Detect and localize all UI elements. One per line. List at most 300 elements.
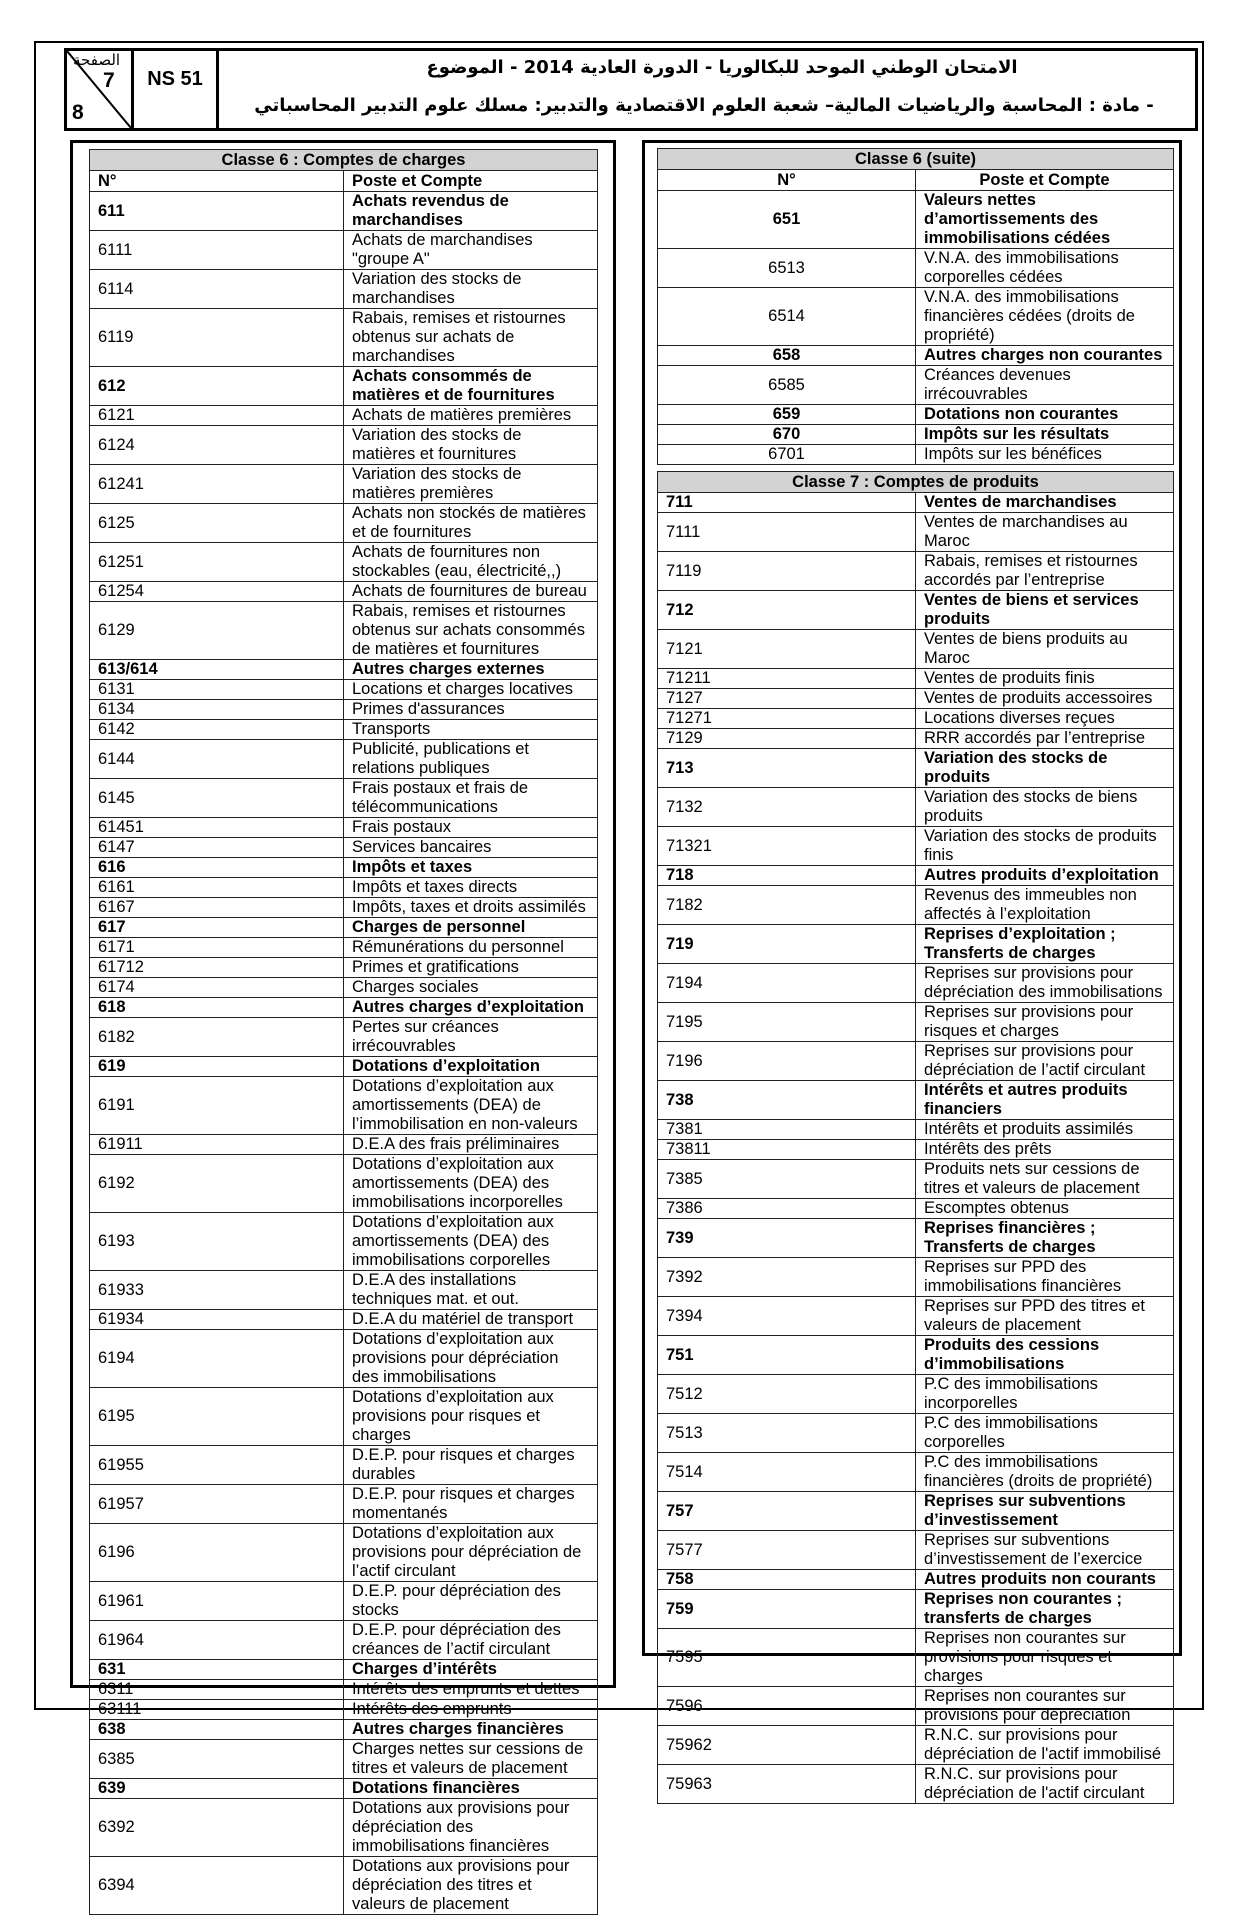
account-number: 658 [658,346,916,366]
table-row [90,898,598,918]
table-row [658,405,1174,425]
account-label: Charges de personnel [344,918,598,938]
table-row [658,964,1174,1003]
table-row [658,1297,1174,1336]
account-number: 7512 [658,1375,916,1414]
account-number: 719 [658,925,916,964]
table-row [658,1570,1174,1590]
account-label: Achats consommés de matières et de fournitures [344,367,598,406]
account-number: 7119 [658,552,916,591]
account-label: RRR accordés par l’entreprise [916,729,1174,749]
table-row [658,346,1174,366]
table-row [90,878,598,898]
account-number: 6121 [90,406,344,426]
table-row [90,720,598,740]
account-number: 61241 [90,465,344,504]
table-row [658,866,1174,886]
table-row [658,1140,1174,1160]
account-label: Dotations aux provisions pour dépréciation des immobilisations financières [344,1799,598,1857]
table-row [90,918,598,938]
account-label: Reprises non courantes ; transferts de charges [916,1590,1174,1629]
page-label: الصفحة [73,51,121,69]
account-number: 611 [90,192,344,231]
account-number: 75962 [658,1726,916,1765]
account-label: Dotations d’exploitation aux amortissements (DEA) de l’immobilisation en non-valeurs [344,1077,598,1135]
account-number: 6144 [90,740,344,779]
account-label: D.E.A du matériel de transport [344,1310,598,1330]
table-row [658,249,1174,288]
table-row [658,1531,1174,1570]
table-row [90,660,598,680]
account-label: Variation des stocks de matières premières [344,465,598,504]
table-row [90,779,598,818]
table-row [90,1446,598,1485]
table-row [90,1857,598,1915]
account-number: 6514 [658,288,916,346]
table-row [90,367,598,406]
account-number: 61254 [90,582,344,602]
table-row [658,1687,1174,1726]
account-number: 7196 [658,1042,916,1081]
account-number: 6145 [90,779,344,818]
account-label: Intérêts des prêts [916,1140,1174,1160]
account-label: Dotations d’exploitation aux provisions pour dépréciation de l’actif circulant [344,1524,598,1582]
account-label: Achats de matières premières [344,406,598,426]
account-number: 7195 [658,1003,916,1042]
table-row [90,818,598,838]
account-label: Achats de fournitures non stockables (eau, électricité,,) [344,543,598,582]
account-label: Primes et gratifications [344,958,598,978]
table-row [658,709,1174,729]
table-row [90,543,598,582]
account-label: Rabais, remises et ristournes accordés par l’entreprise [916,552,1174,591]
account-number: 6161 [90,878,344,898]
account-number: 71271 [658,709,916,729]
account-number: 6147 [90,838,344,858]
table-row [658,191,1174,249]
account-number: 670 [658,425,916,445]
table-row [658,1453,1174,1492]
account-number: 61933 [90,1271,344,1310]
account-number: 613/614 [90,660,344,680]
table-row [90,192,598,231]
account-label: Autres produits non courants [916,1570,1174,1590]
account-label: Impôts sur les résultats [916,425,1174,445]
account-label: Valeurs nettes d’amortissements des immobilisations cédées [916,191,1174,249]
table-row [658,630,1174,669]
account-number: 739 [658,1219,916,1258]
account-label: Achats de marchandises "groupe A" [344,231,598,270]
account-label: Autres charges financières [344,1720,598,1740]
table-row [90,998,598,1018]
account-number: 6182 [90,1018,344,1057]
account-label: Dotations financières [344,1779,598,1799]
table-row [658,788,1174,827]
table-row [658,1726,1174,1765]
account-number: 7121 [658,630,916,669]
account-number: 6124 [90,426,344,465]
account-number: 618 [90,998,344,1018]
account-label: D.E.A des installations techniques mat. et out. [344,1271,598,1310]
table-row [658,366,1174,405]
table-row [658,1003,1174,1042]
account-number: 6193 [90,1213,344,1271]
table-row [90,1660,598,1680]
account-number: 6114 [90,270,344,309]
account-number: 63111 [90,1700,344,1720]
account-number: 6385 [90,1740,344,1779]
account-label: D.E.A des frais préliminaires [344,1135,598,1155]
account-label: D.E.P. pour dépréciation des stocks [344,1582,598,1621]
table-row [90,838,598,858]
account-number: 6513 [658,249,916,288]
account-label: Impôts sur les bénéfices [916,445,1174,465]
table-row [658,1629,1174,1687]
account-label: Services bancaires [344,838,598,858]
account-label: Dotations d’exploitation aux provisions pour dépréciation des immobilisations [344,1330,598,1388]
account-number: 61964 [90,1621,344,1660]
account-number: 61712 [90,958,344,978]
table-row [658,1160,1174,1199]
account-label: Variation des stocks de marchandises [344,270,598,309]
account-label: R.N.C. sur provisions pour dépréciation de l'actif immobilisé [916,1726,1174,1765]
account-label: Achats revendus de marchandises [344,192,598,231]
account-number: 7596 [658,1687,916,1726]
table-row [90,1621,598,1660]
table-row [90,1740,598,1779]
account-label: R.N.C. sur provisions pour dépréciation de l'actif circulant [916,1765,1174,1804]
account-number: 6701 [658,445,916,465]
account-label: Rémunérations du personnel [344,938,598,958]
account-label: Reprises sur PPD des immobilisations financières [916,1258,1174,1297]
account-label: Dotations aux provisions pour dépréciation des titres et valeurs de placement [344,1857,598,1915]
account-number: 7595 [658,1629,916,1687]
account-number: 6119 [90,309,344,367]
exam-code: NS 51 [134,51,219,128]
account-label: Reprises d’exploitation ; Transferts de charges [916,925,1174,964]
account-label: Autres charges non courantes [916,346,1174,366]
account-number: 639 [90,1779,344,1799]
account-label: Variation des stocks de biens produits [916,788,1174,827]
account-number: 619 [90,1057,344,1077]
account-number: 61955 [90,1446,344,1485]
column-header-number: N° [90,171,344,192]
table-row [90,978,598,998]
account-label: Revenus des immeubles non affectés à l’exploitation [916,886,1174,925]
table-row [90,465,598,504]
account-number: 7385 [658,1160,916,1199]
account-label: Ventes de marchandises au Maroc [916,513,1174,552]
account-label: Reprises non courantes sur provisions pour risques et charges [916,1629,1174,1687]
account-label: Frais postaux [344,818,598,838]
account-label: P.C des immobilisations corporelles [916,1414,1174,1453]
account-label: Dotations d’exploitation aux provisions pour risques et charges [344,1388,598,1446]
account-number: 718 [658,866,916,886]
account-number: 71211 [658,669,916,689]
account-label: Reprises financières ; Transferts de charges [916,1219,1174,1258]
account-label: Intérêts des emprunts et dettes [344,1680,598,1700]
table-row [658,493,1174,513]
account-label: Locations diverses reçues [916,709,1174,729]
account-label: Achats de fournitures de bureau [344,582,598,602]
account-label: D.E.P. pour risques et charges momentanés [344,1485,598,1524]
table-row [658,1414,1174,1453]
account-label: Dotations non courantes [916,405,1174,425]
account-number: 7392 [658,1258,916,1297]
table-row [658,749,1174,788]
table-row [658,1492,1174,1531]
account-number: 612 [90,367,344,406]
account-label: Charges nettes sur cessions de titres et valeurs de placement [344,1740,598,1779]
account-label: Rabais, remises et ristournes obtenus sur achats de marchandises [344,309,598,367]
account-number: 651 [658,191,916,249]
account-label: Ventes de produits accessoires [916,689,1174,709]
account-label: Reprises sur PPD des titres et valeurs de placement [916,1297,1174,1336]
table-row [90,1018,598,1057]
table-title: Classe 6 : Comptes de charges [90,150,598,171]
account-number: 61961 [90,1582,344,1621]
account-label: Charges d’intérêts [344,1660,598,1680]
account-number: 61957 [90,1485,344,1524]
exam-subject: - مادة : المحاسبة والرياضيات المالية– شعبة العلوم الاقتصادية والتدبير: مسلك علوم التدبير المحاسباتي [254,95,1154,116]
account-label: V.N.A. des immobilisations corporelles cédées [916,249,1174,288]
table-title: Classe 6 (suite) [658,149,1174,170]
table-row [90,1135,598,1155]
table-row [658,925,1174,964]
table-row [90,270,598,309]
class6-suite-class7-table [657,148,1174,1804]
account-label: Reprises sur provisions pour dépréciation des immobilisations [916,964,1174,1003]
table-row [90,1799,598,1857]
table-row [658,1258,1174,1297]
account-number: 7111 [658,513,916,552]
account-label: V.N.A. des immobilisations financières cédées (droits de propriété) [916,288,1174,346]
table-row [658,513,1174,552]
table-row [90,958,598,978]
account-label: Autres produits d’exploitation [916,866,1174,886]
account-label: Créances devenues irrécouvrables [916,366,1174,405]
account-label: Variation des stocks de produits finis [916,827,1174,866]
table-row [658,552,1174,591]
account-number: 75963 [658,1765,916,1804]
table-title: Classe 7 : Comptes de produits [658,472,1174,493]
account-label: Dotations d’exploitation aux amortissements (DEA) des immobilisations corporelles [344,1213,598,1271]
class6-charges-table [89,149,598,1915]
table-row [658,1765,1174,1804]
account-label: Reprises sur subventions d’investissement [916,1492,1174,1531]
table-row [658,1375,1174,1414]
section-gap [658,465,1174,472]
table-row [658,425,1174,445]
table-row [90,1213,598,1271]
account-number: 6191 [90,1077,344,1135]
table-row [90,858,598,878]
column-header-label: Poste et Compte [916,170,1174,191]
table-row [90,1680,598,1700]
account-number: 6142 [90,720,344,740]
account-number: 6196 [90,1524,344,1582]
account-number: 6394 [90,1857,344,1915]
account-label: Impôts et taxes [344,858,598,878]
account-label: Reprises sur subventions d’investissement de l’exercice [916,1531,1174,1570]
table-row [90,1388,598,1446]
account-number: 7394 [658,1297,916,1336]
account-number: 659 [658,405,916,425]
account-label: Impôts et taxes directs [344,878,598,898]
account-number: 61451 [90,818,344,838]
exam-title: الامتحان الوطني الموحد للبكالوريا - الدورة العادية 2014 - الموضوع [426,57,1018,78]
table-row [90,309,598,367]
account-label: Dotations d’exploitation aux amortissements (DEA) des immobilisations incorporelles [344,1155,598,1213]
account-label: Autres charges d’exploitation [344,998,598,1018]
table-row [90,1310,598,1330]
page-number-box [67,51,134,128]
account-number: 631 [90,1660,344,1680]
page-total: 8 [72,101,84,124]
account-label: Intérêts et autres produits financiers [916,1081,1174,1120]
account-label: Ventes de biens et services produits [916,591,1174,630]
account-number: 6134 [90,700,344,720]
account-label: Produits nets sur cessions de titres et valeurs de placement [916,1160,1174,1199]
table-row [658,689,1174,709]
account-number: 6171 [90,938,344,958]
account-number: 757 [658,1492,916,1531]
table-row [90,740,598,779]
table-row [90,582,598,602]
account-number: 6125 [90,504,344,543]
table-row [90,1485,598,1524]
table-row [90,938,598,958]
account-number: 73811 [658,1140,916,1160]
table-row [658,827,1174,866]
account-label: Primes d'assurances [344,700,598,720]
account-label: Impôts, taxes et droits assimilés [344,898,598,918]
account-label: D.E.P. pour risques et charges durables [344,1446,598,1485]
table-row [90,1700,598,1720]
account-number: 7132 [658,788,916,827]
account-label: Intérêts des emprunts [344,1700,598,1720]
account-number: 7577 [658,1531,916,1570]
account-label: Autres charges externes [344,660,598,680]
table-row [658,1199,1174,1219]
table-row [90,1524,598,1582]
account-number: 6129 [90,602,344,660]
table-row [90,406,598,426]
account-label: Transports [344,720,598,740]
account-label: Ventes de produits finis [916,669,1174,689]
account-label: P.C des immobilisations incorporelles [916,1375,1174,1414]
account-number: 6311 [90,1680,344,1700]
account-number: 61911 [90,1135,344,1155]
account-number: 713 [658,749,916,788]
account-label: Achats non stockés de matières et de fournitures [344,504,598,543]
account-number: 6195 [90,1388,344,1446]
account-number: 6131 [90,680,344,700]
account-number: 616 [90,858,344,878]
account-label: D.E.P. pour dépréciation des créances de l’actif circulant [344,1621,598,1660]
account-number: 6392 [90,1799,344,1857]
table-row [90,1057,598,1077]
table-row [658,1336,1174,1375]
account-number: 7513 [658,1414,916,1453]
table-row [90,1155,598,1213]
table-row [658,1042,1174,1081]
account-number: 71321 [658,827,916,866]
account-number: 7129 [658,729,916,749]
section-header [658,472,1174,493]
account-label: Reprises non courantes sur provisions pour dépréciation [916,1687,1174,1726]
account-label: Rabais, remises et ristournes obtenus sur achats consommés de matières et fournitures [344,602,598,660]
table-row [90,1077,598,1135]
account-label: Frais postaux et frais de télécommunications [344,779,598,818]
account-label: Ventes de marchandises [916,493,1174,513]
account-label: Reprises sur provisions pour dépréciation de l’actif circulant [916,1042,1174,1081]
account-label: Variation des stocks de produits [916,749,1174,788]
table-row [658,445,1174,465]
account-number: 61934 [90,1310,344,1330]
account-number: 638 [90,1720,344,1740]
account-label: Pertes sur créances irrécouvrables [344,1018,598,1057]
account-number: 759 [658,1590,916,1629]
account-label: Ventes de biens produits au Maroc [916,630,1174,669]
table-row [90,700,598,720]
account-number: 7386 [658,1199,916,1219]
table-row [658,886,1174,925]
account-label: Publicité, publications et relations publiques [344,740,598,779]
table-row [90,1582,598,1621]
account-label: Variation des stocks de matières et fournitures [344,426,598,465]
account-label: Dotations d’exploitation [344,1057,598,1077]
table-row [658,1081,1174,1120]
account-label: Intérêts et produits assimilés [916,1120,1174,1140]
account-label: Produits des cessions d’immobilisations [916,1336,1174,1375]
account-number: 7381 [658,1120,916,1140]
account-number: 738 [658,1081,916,1120]
column-header-number: N° [658,170,916,191]
account-label: P.C des immobilisations financières (droits de propriété) [916,1453,1174,1492]
account-number: 758 [658,1570,916,1590]
table-row [658,1219,1174,1258]
table-row [90,1330,598,1388]
account-number: 6174 [90,978,344,998]
account-number: 6111 [90,231,344,270]
table-row [658,1120,1174,1140]
account-number: 7194 [658,964,916,1003]
page-number: 7 [103,69,115,92]
table-row [658,591,1174,630]
account-number: 751 [658,1336,916,1375]
table-row [658,669,1174,689]
exam-header [64,48,1198,131]
account-label: Reprises sur provisions pour risques et charges [916,1003,1174,1042]
account-number: 617 [90,918,344,938]
account-number: 7127 [658,689,916,709]
table-row [90,231,598,270]
column-header-label: Poste et Compte [344,171,598,192]
account-label: Locations et charges locatives [344,680,598,700]
account-number: 6192 [90,1155,344,1213]
table-row [90,504,598,543]
account-number: 6194 [90,1330,344,1388]
account-number: 61251 [90,543,344,582]
account-number: 7182 [658,886,916,925]
table-row [658,288,1174,346]
table-row [90,426,598,465]
account-label: Escomptes obtenus [916,1199,1174,1219]
account-number: 712 [658,591,916,630]
table-row [658,729,1174,749]
table-row [90,680,598,700]
